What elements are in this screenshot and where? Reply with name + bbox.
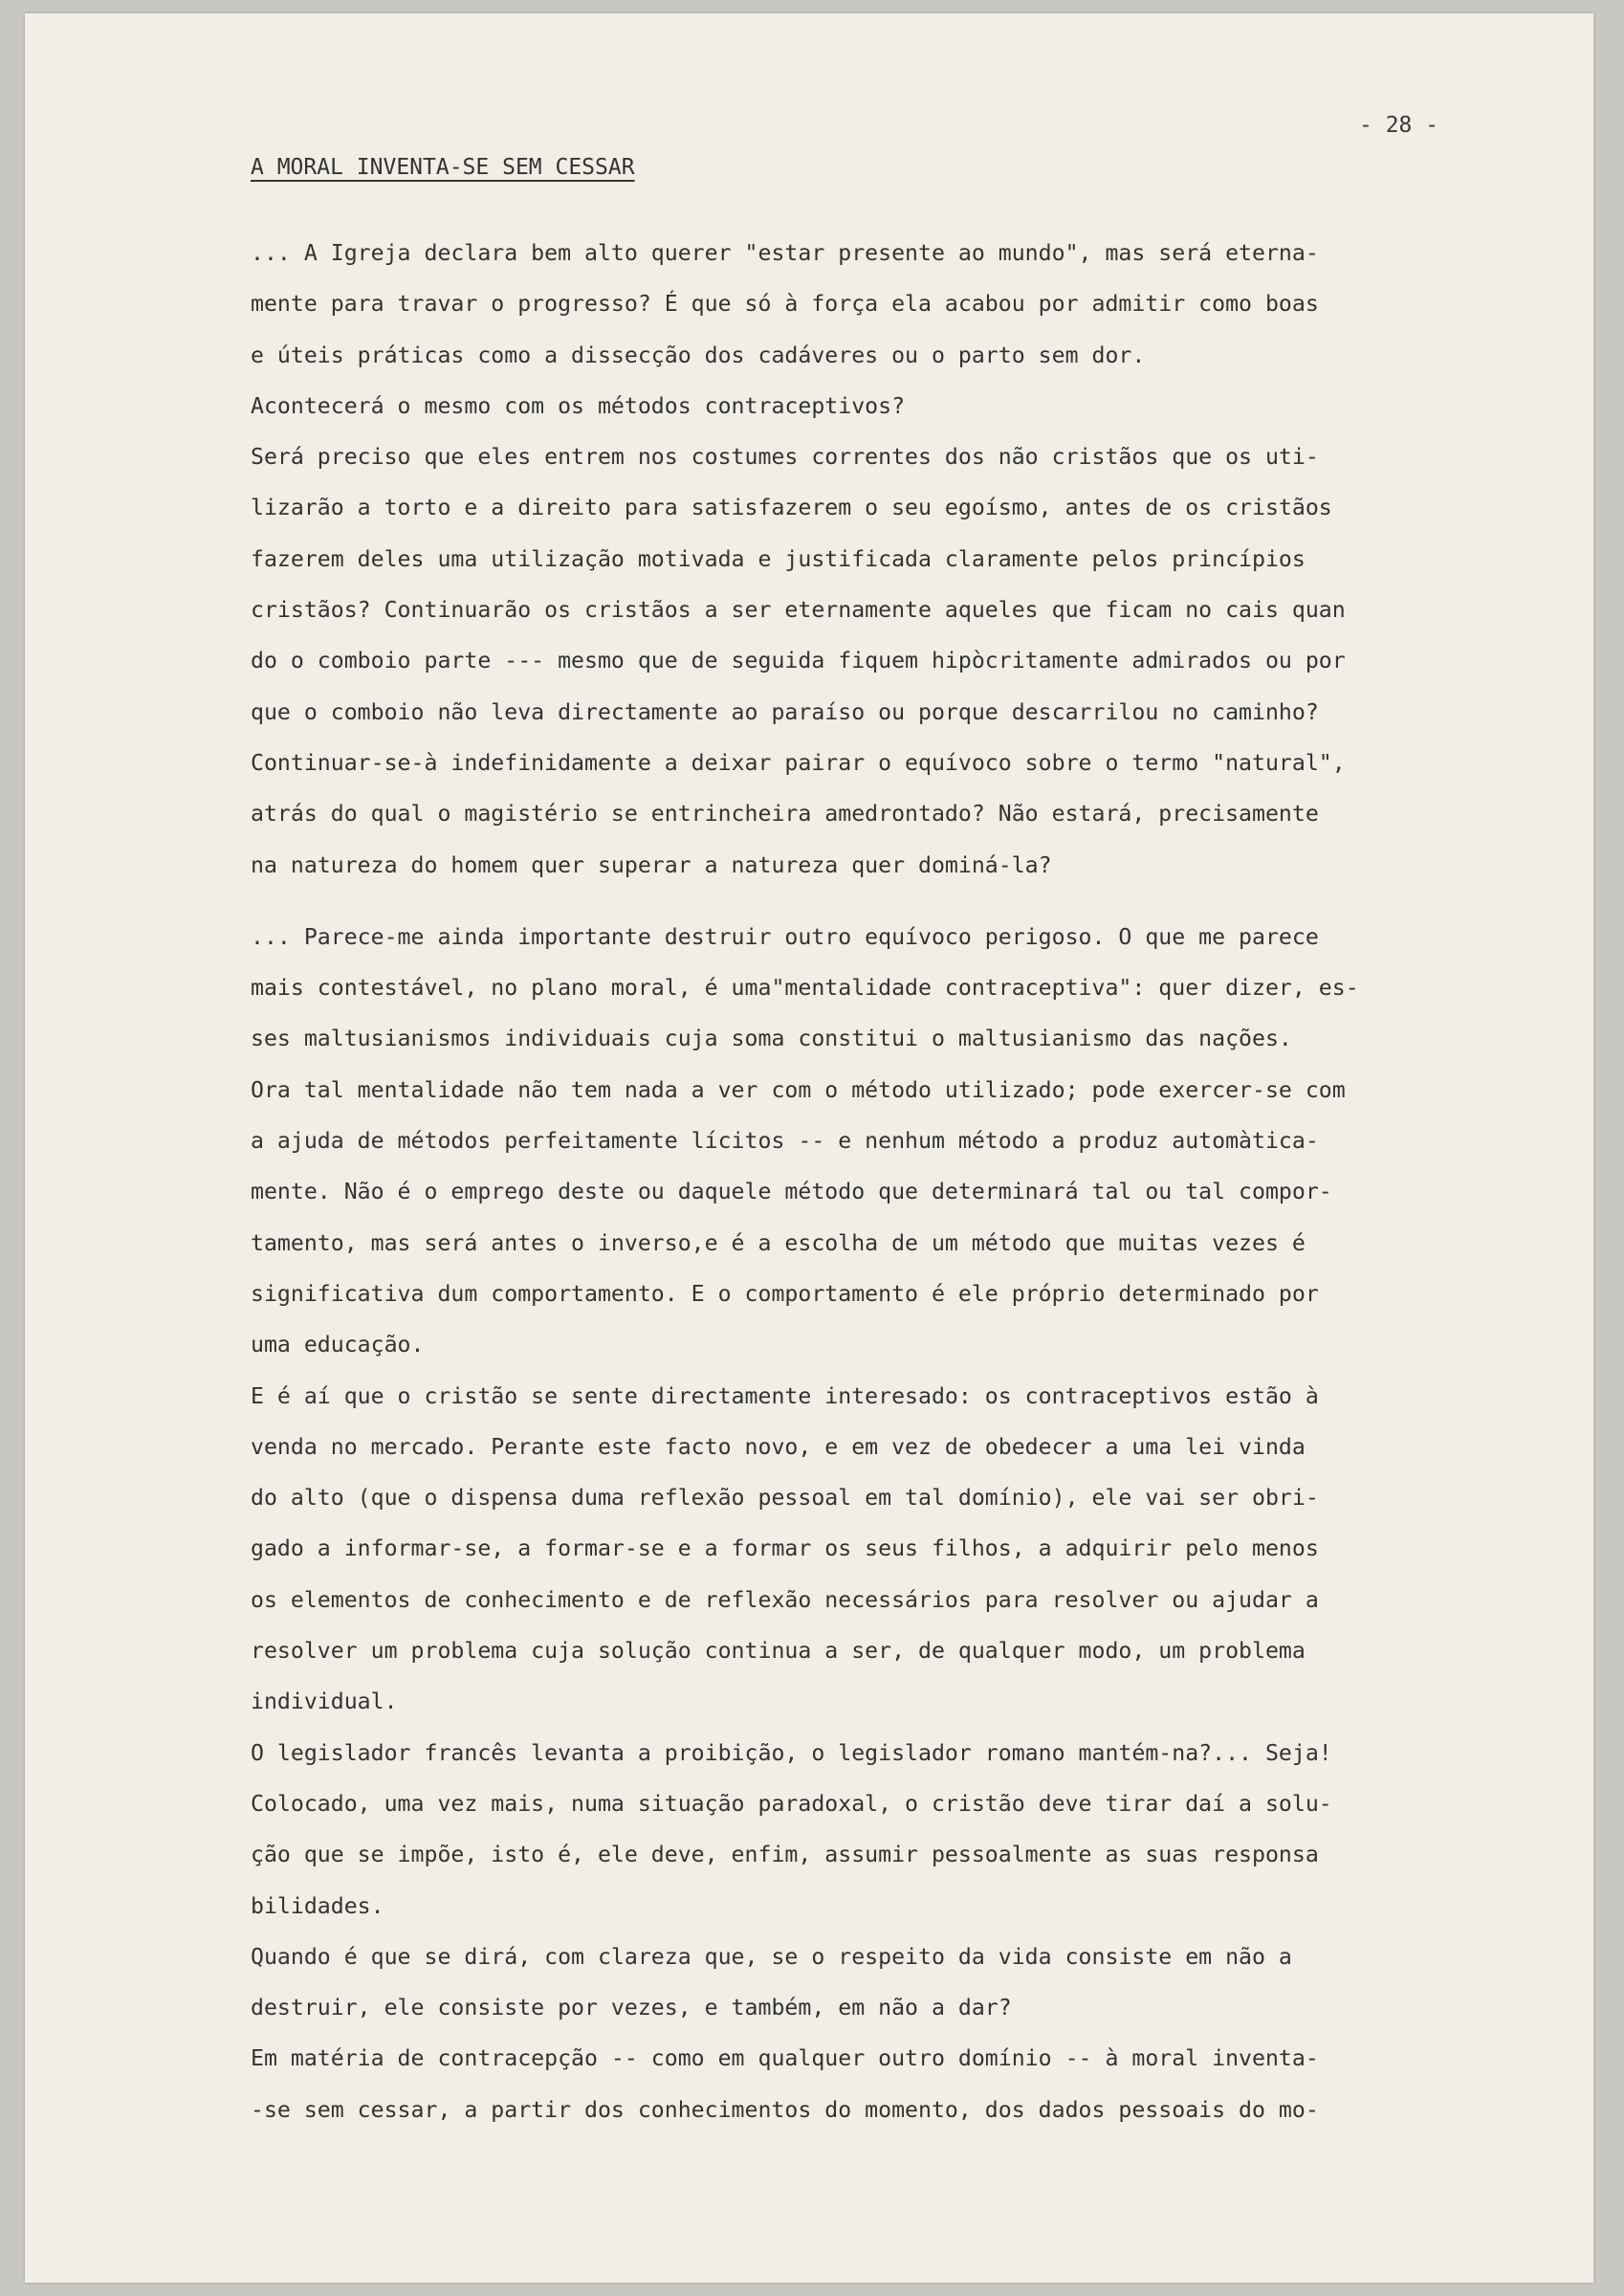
- text-line: do alto (que o dispensa duma reflexão pessoal em tal domínio), ele vai ser obri-: [251, 1485, 1319, 1512]
- text-line: ... Parece-me ainda importante destruir outro equívoco perigoso. O que me parece: [251, 923, 1319, 950]
- text-line: Acontecerá o mesmo com os métodos contraceptivos?: [251, 392, 906, 419]
- text-line: tamento, mas será antes o inverso,e é a escolha de um método que muitas vezes é: [251, 1229, 1306, 1256]
- text-line: E é aí que o cristão se sente directamente interesado: os contraceptivos estão à: [251, 1382, 1319, 1409]
- text-line: atrás do qual o magistério se entrincheira amedrontado? Não estará, precisamente: [251, 801, 1319, 828]
- text-line: e úteis práticas como a dissecção dos cadáveres ou o parto sem dor.: [251, 342, 1146, 368]
- text-line: mente para travar o progresso? É que só à força ela acabou por admitir como boas: [251, 291, 1319, 318]
- text-line: que o comboio não leva directamente ao paraíso ou porque descarrilou no caminho?: [251, 698, 1319, 725]
- text-line: a ajuda de métodos perfeitamente lícitos -- e nenhum método a produz automàtica-: [251, 1128, 1319, 1155]
- text-line: bilidades.: [251, 1892, 384, 1919]
- text-line: mais contestável, no plano moral, é uma"mentalidade contraceptiva": quer dizer, es-: [251, 975, 1359, 1002]
- document-title: A MORAL INVENTA-SE SEM CESSAR: [251, 155, 635, 180]
- text-line: destruir, ele consiste por vezes, e também, em não a dar?: [251, 1995, 1012, 2021]
- text-line: Continuar-se-à indefinidamente a deixar pairar o equívoco sobre o termo "natural",: [251, 749, 1346, 776]
- text-line: uma educação.: [251, 1332, 425, 1358]
- text-line: Ora tal mentalidade não tem nada a ver com o método utilizado; pode exercer-se com: [251, 1076, 1346, 1103]
- text-line: do o comboio parte --- mesmo que de seguida fiquem hipòcritamente admirados ou por: [251, 648, 1346, 674]
- text-line: ... A Igreja declara bem alto querer "estar presente ao mundo", mas será eterna-: [251, 240, 1319, 266]
- text-line: Será preciso que eles entrem nos costumes correntes dos não cristãos que os uti-: [251, 444, 1319, 471]
- paragraph-gap: [251, 891, 1523, 912]
- text-line: ção que se impõe, isto é, ele deve, enfim, assumir pessoalmente as suas responsa: [251, 1842, 1319, 1868]
- text-line: na natureza do homem quer superar a natureza quer dominá-la?: [251, 851, 1052, 878]
- text-line: Colocado, uma vez mais, numa situação paradoxal, o cristão deve tirar daí a solu-: [251, 1790, 1332, 1817]
- text-line: O legislador francês levanta a proibição, o legislador romano mantém-na?... Seja!: [251, 1739, 1332, 1766]
- paragraph: [251, 228, 1523, 891]
- text-line: venda no mercado. Perante este facto novo, e em vez de obedecer a uma lei vinda: [251, 1433, 1306, 1460]
- text-line: fazerem deles uma utilização motivada e justificada claramente pelos princípios: [251, 545, 1306, 572]
- text-line: -se sem cessar, a partir dos conhecimentos do momento, dos dados pessoais do mo-: [251, 2096, 1319, 2123]
- text-line: lizarão a torto e a direito para satisfazerem o seu egoísmo, antes de os cristãos: [251, 495, 1332, 521]
- text-line: cristãos? Continuarão os cristãos a ser eternamente aqueles que ficam no cais quan: [251, 597, 1346, 624]
- text-line: resolver um problema cuja solução continua a ser, de qualquer modo, um problema: [251, 1638, 1306, 1665]
- text-line: os elementos de conhecimento e de reflexão necessários para resolver ou ajudar a: [251, 1586, 1319, 1613]
- document-body: [251, 228, 1523, 2135]
- text-line: significativa dum comportamento. E o comportamento é ele próprio determinado por: [251, 1280, 1319, 1307]
- text-line: individual.: [251, 1689, 398, 1715]
- text-line: Em matéria de contracepção -- como em qualquer outro domínio -- à moral inventa-: [251, 2045, 1319, 2072]
- page-number: - 28 -: [1359, 113, 1439, 138]
- document-page: [25, 13, 1593, 2283]
- text-line: mente. Não é o emprego deste ou daquele método que determinará tal ou tal compor-: [251, 1179, 1332, 1205]
- paragraph: [251, 912, 1523, 2135]
- text-line: Quando é que se dirá, com clareza que, se o respeito da vida consiste em não a: [251, 1943, 1292, 1970]
- text-line: gado a informar-se, a formar-se e a formar os seus filhos, a adquirir pelo menos: [251, 1535, 1319, 1562]
- text-line: ses maltusianismos individuais cuja soma constitui o maltusianismo das nações.: [251, 1026, 1292, 1052]
